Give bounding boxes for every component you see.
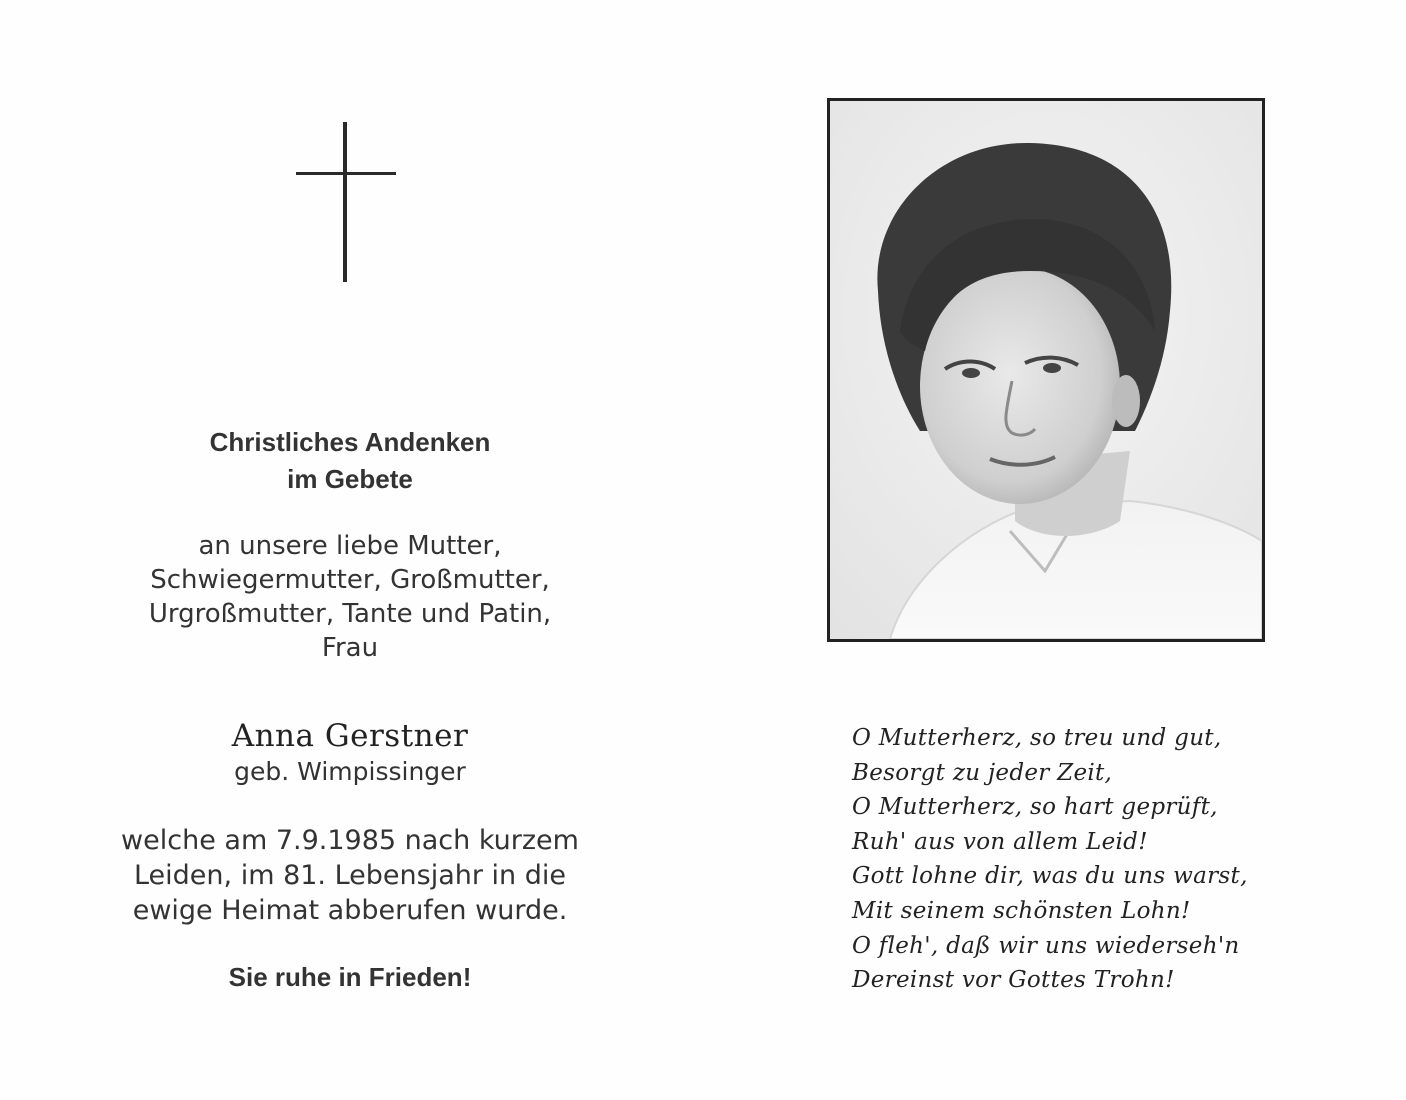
poem-line: Besorgt zu jeder Zeit, (852, 759, 1113, 786)
poem-line: O Mutterherz, so hart geprüft, (852, 794, 1218, 821)
dedication-line: Urgroßmutter, Tante und Patin, (148, 599, 552, 629)
cross-icon (296, 122, 396, 282)
dedication-line: Frau (321, 633, 379, 663)
dedication-text (60, 529, 640, 665)
heading-line-2: im Gebete (287, 464, 413, 494)
poem-line: O fleh', daß wir uns wiederseh'n (852, 932, 1240, 959)
death-notice-line: ewige Heimat abberufen wurde. (132, 895, 568, 926)
portrait-illustration (830, 101, 1262, 639)
deceased-name: Anna Gerstner (231, 718, 469, 754)
death-notice-line: welche am 7.9.1985 nach kurzem (121, 825, 579, 856)
poem-line: Mit seinem schönsten Lohn! (852, 897, 1191, 924)
poem-line: Gott lohne dir, was du uns warst, (852, 863, 1248, 890)
heading-line-1: Christliches Andenken (209, 427, 491, 457)
death-notice-line: Leiden, im 81. Lebensjahr in die (133, 860, 566, 891)
closing-blessing: Sie ruhe in Frieden! (228, 962, 472, 992)
memorial-heading (60, 424, 640, 498)
birth-name: geb. Wimpissinger (234, 757, 466, 786)
cross-vertical-beam (343, 122, 347, 282)
cross-horizontal-beam (296, 172, 396, 175)
poem-line: Ruh' aus von allem Leid! (852, 828, 1148, 855)
dedication-line: an unsere liebe Mutter, (198, 531, 502, 561)
poem (852, 721, 1372, 998)
poem-line: Dereinst vor Gottes Trohn! (852, 967, 1175, 994)
poem-line: O Mutterherz, so treu und gut, (852, 725, 1222, 751)
dedication-line: Schwiegermutter, Großmutter, (150, 565, 550, 595)
death-notice (60, 823, 640, 928)
portrait-photo (827, 98, 1265, 642)
